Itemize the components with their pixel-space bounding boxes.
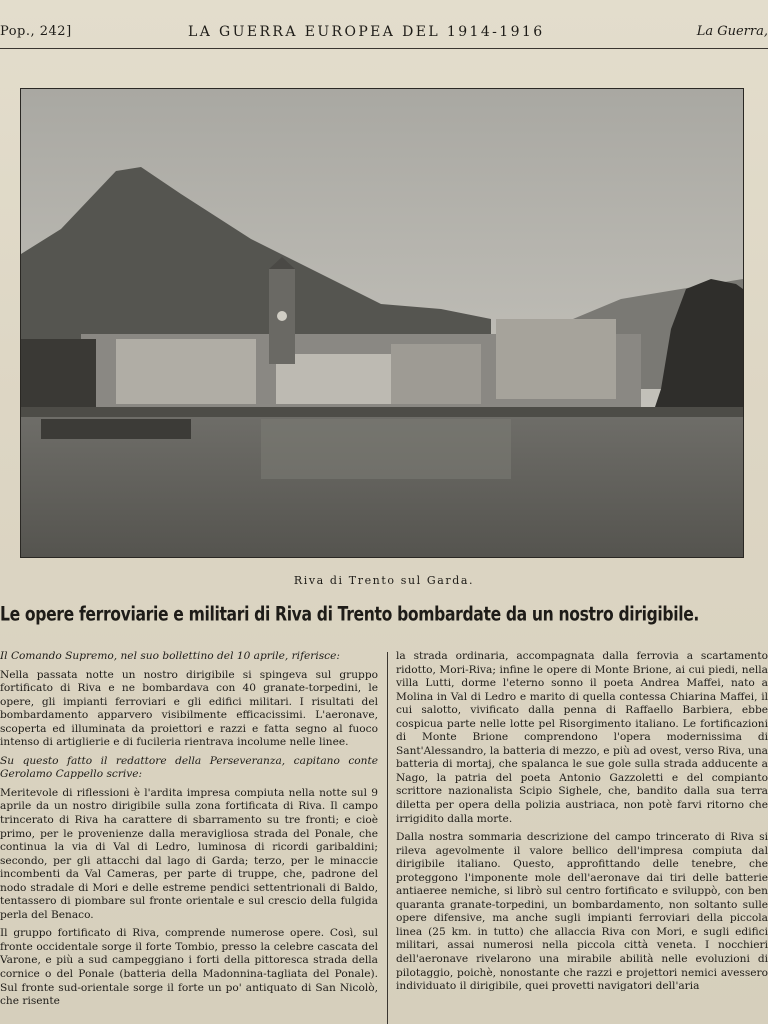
boats [41,419,191,439]
photograph-riva-del-garda [20,88,744,558]
publication-title: LA GUERRA EUROPEA DEL 1914-1916 [188,24,545,40]
paragraph: Dalla nostra sommaria descrizione del campo trincerato di Riva si rileva agevolmente il valore bellico dell'impresa compiuta dal dirigibile italiano. Questo, approfittando delle tenebre, che proteggono l'imponente mole dell'aeronave dai tiri delle batterie antiaeree nemiche, si librò sul centro fortificato e sviluppò, con ben quaranta granate-torpedini, un bombardamento, non soltanto sulle opere difensive, ma anche sugli impianti ferroviari della piccola linea (25 km. in tutto) che allaccia Riva con Mori, e sugli edifici militari, assai numerosi nella piccola città veneta. I nocchieri dell'aeronave rivelarono una mirabile abilità nelle evoluzioni di pilotaggio, poichè, nonostante che razzi e projettori nemici avessero individuato il dirigibile, quei provetti navigatori dell'aria [396,831,768,993]
article-column-right [396,650,768,1024]
water-reflection [261,419,511,479]
paragraph: Nella passata notte un nostro dirigibile si spingeva sul gruppo fortificato di Riva e ne bombardava con 40 granate-torpedini, le opere, gli impianti ferroviari e gli edifici militari. I risultati del bombardamento apparvero visibilmente efficacissimi. L'aeronave, scoperta ed illuminata da proiettori e razzi e fatta segno al fuoco intenso di artiglierie e di fucileria rientrava incolume nelle linee. [0,668,378,749]
running-head-right: La Guerra, [696,24,768,39]
page-number: Pop., 242] [0,24,72,39]
building-right [496,319,616,399]
paragraph-lead: Su questo fatto il redattore della Perseveranza, capitano conte Gerolamo Cappello scrive: [0,754,378,781]
photo-illustration [21,89,743,557]
shoreline [21,407,743,417]
article-headline: Le opere ferroviarie e militari di Riva di Trento bombardate da un nostro dirigibile. [0,603,699,626]
building-left [116,339,256,404]
paragraph: la strada ordinaria, accompagnata dalla ferrovia a scartamento ridotto, Mori-Riva; infine le opere di Monte Brione, ai cui piedi, nella villa Lutti, dorme l'eterno sonno il poeta Andrea Maffei, nato a Molina in Val di Ledro e marito di quella contessa Chiarina Maffei, il cui salotto, vivificato dalla penna di Raffaello Barbiera, ebbe cospicua parte nelle lotte pel Risorgimento italiano. Le fortificazioni di Monte Brione comprendono l'opera modernissima di Sant'Alessandro, la batteria di mezzo, e più ad ovest, verso Riva, una batteria di mortaj, che spalanca le sue gole sulla strada adducente a Nago, la patria del poeta Antonio Gazzoletti e del compianto scrittore nazionalista Scipio Sighele, che, bandito dalla sua terra diletta per opera della polizia austriaca, non potè farvi ritorno che irrigidito dalla morte. [396,650,768,825]
paragraph: Il gruppo fortificato di Riva, comprende numerose opere. Così, sul fronte occidentale sorge il forte Tombio, presso la celebre cascata del Varone, e più a sud campeggiano i forti della pittoresca strada della cornice o del Ponale (batteria della Madonnina-tagliata del Ponale). Sul fronte sud-orientale sorge il forte un po' antiquato di San Nicolò, che risente [0,927,378,1008]
article-column-left [0,650,378,1024]
paragraph: Meritevole di riflessioni è l'ardita impresa compiuta nella notte sul 9 aprile da un nostro dirigibile sulla zona fortificata di Riva. Il campo trincerato di Riva ha carattere di sbarramento su tre fronti; e cioè primo, per le provenienze dalla meravigliosa strada del Ponale, che continua la via di Val di Ledro, luminosa di ricordi garibaldini; secondo, per gli attacchi dal lago di Garda; terzo, per le minaccie incombenti da Val Cameras, per parte di truppe, che, padrone del nodo stradale di Mori e delle estreme pendici settentrionali di Baldo, tentassero di piombare sul fronte orientale e sul crescio della fulgida perla del Benaco. [0,786,378,921]
clock-face [277,311,287,321]
paragraph-lead: Il Comando Supremo, nel suo bollettino del 10 aprile, riferisce: [0,650,340,662]
column-divider [387,652,388,1024]
running-head [0,18,768,49]
building-block [391,344,481,404]
photo-caption: Riva di Trento sul Garda. [293,574,475,587]
